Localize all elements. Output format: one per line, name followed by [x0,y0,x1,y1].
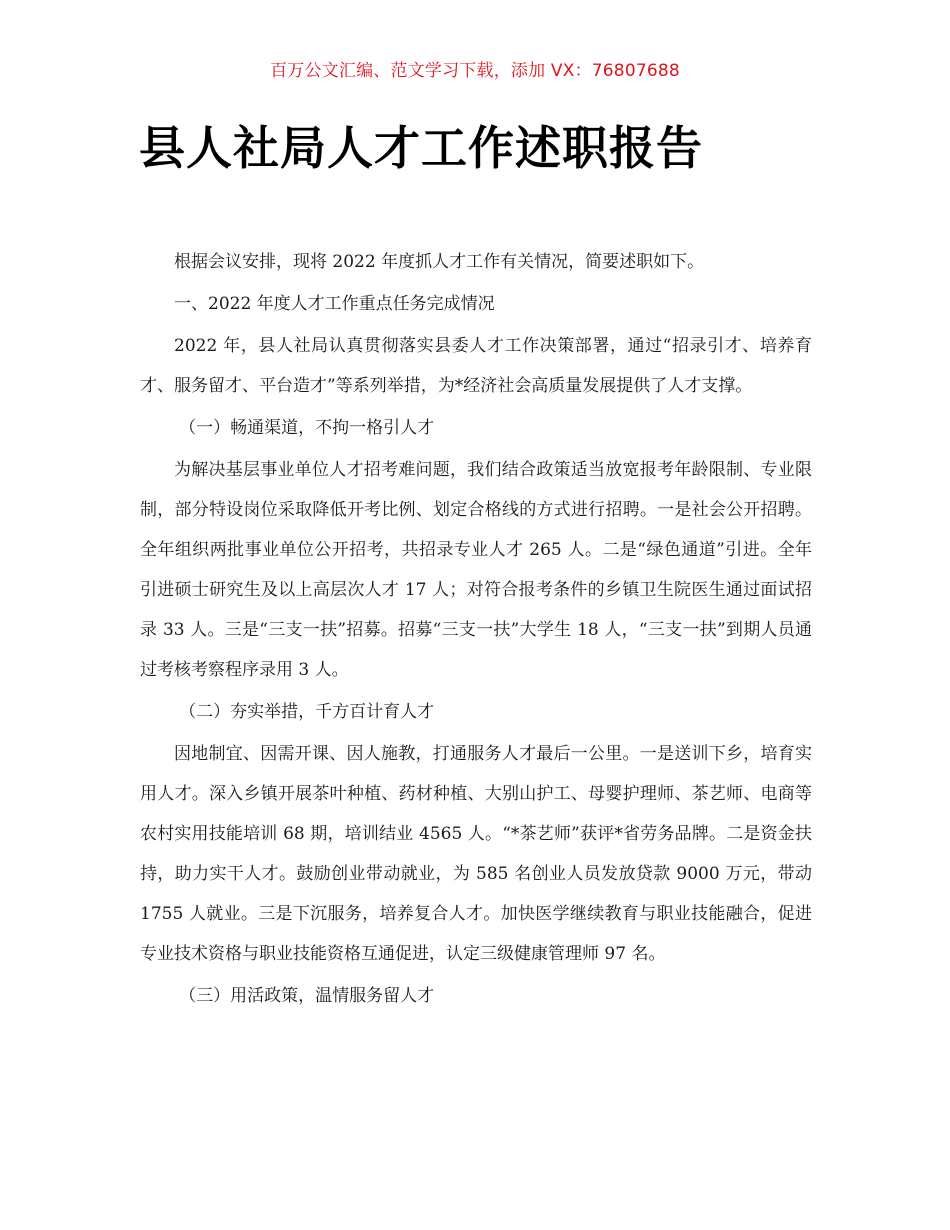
section-heading: 一、2022 年度人才工作重点任务完成情况 [174,294,495,314]
promo-banner: 百万公文汇编、范文学习下载，添加 VX：76807688 [270,61,680,81]
page-title: 县人社局人才工作述职报告 [139,121,703,175]
intro-paragraph: 根据会议安排，现将 2022 年度抓人才工作有关情况，简要述职如下。 [174,252,705,272]
subsection-heading: （一）畅通渠道，不拘一格引人才 [179,418,435,438]
document-body [140,242,812,1018]
subsection-heading: （三）用活政策，温情服务留人才 [179,986,435,1006]
subsection-heading: （二）夯实举措，千方百计育人才 [179,702,435,722]
body-paragraph: 为解决基层事业单位人才招考难问题，我们结合政策适当放宽报考年龄限制、专业限制，部分特设岗位采取降低开考比例、划定合格线的方式进行招聘。一是社会公开招聘。全年组织两批事业单位公开招考，共招录专业人才 265 人。二是“绿色通道”引进。全年引进硕士研究生及以上高层次人才 17 人；对符合报考条件的乡镇卫生院医生通过面试招录 33 人。三是“三支一扶”招募。招募“三支一扶”大学生 18 人，“三支一扶”到期人员通过考核考察程序录用 3 人。 [140,460,812,680]
body-paragraph: 因地制宜、因需开课、因人施教，打通服务人才最后一公里。一是送训下乡，培育实用人才。深入乡镇开展茶叶种植、药材种植、大别山护工、母婴护理师、茶艺师、电商等农村实用技能培训 68 期，培训结业 4565 人。“*茶艺师”获评*省劳务品牌。二是资金扶持，助力实干人才。鼓励创业带动就业，为 585 名创业人员发放贷款 9000 万元，带动 1755 人就业。三是下沉服务，培养复合人才。加快医学继续教育与职业技能融合，促进专业技术资格与职业技能资格互通促进，认定三级健康管理师 97 名。 [140,744,812,964]
body-paragraph: 2022 年，县人社局认真贯彻落实县委人才工作决策部署，通过“招录引才、培养育才、服务留才、平台造才”等系列举措，为*经济社会高质量发展提供了人才支撑。 [140,336,812,396]
